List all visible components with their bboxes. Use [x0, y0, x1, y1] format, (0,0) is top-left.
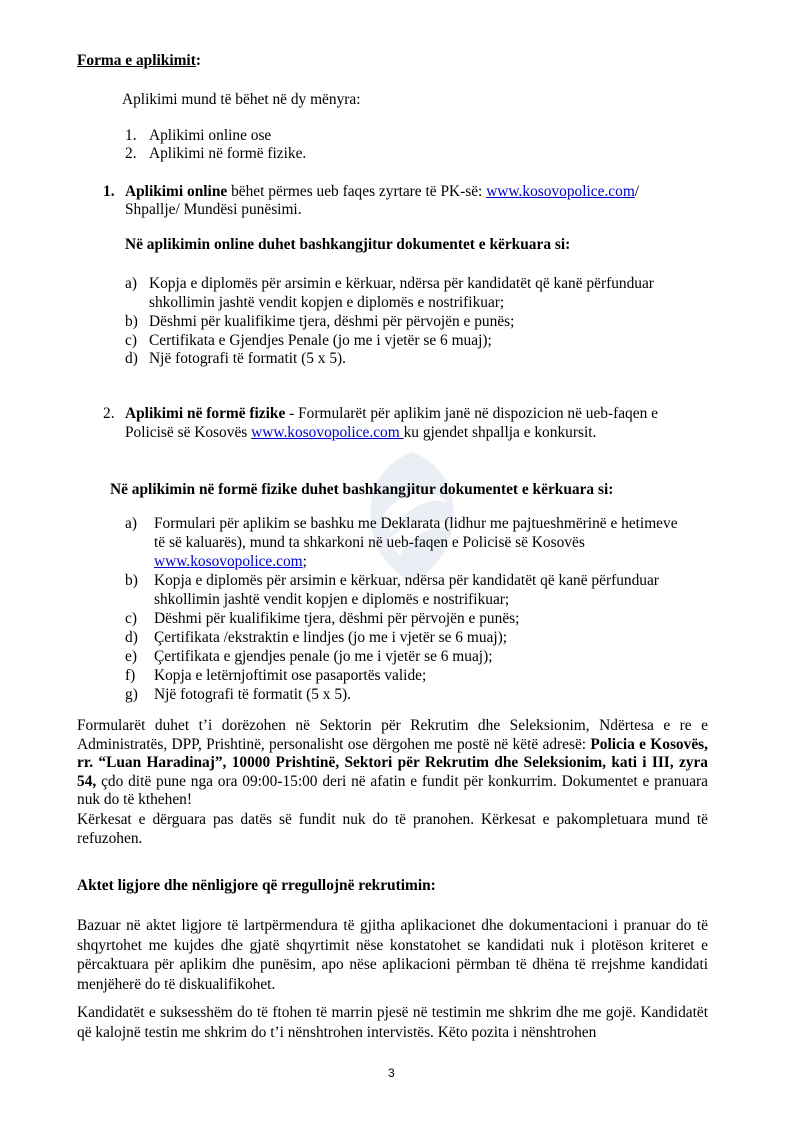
physical-doc-item	[125, 572, 659, 591]
submission-text-end: çdo ditë pune nga ora 09:00-15:00 deri në afatin e fundit për konkurrim. Dokumentet e pranuara nuk do të kthehen!	[77, 772, 708, 808]
online-doc-item-cont: shkollimin jashtë vendit kopjen e diplomës e nostrifikuar;	[149, 294, 505, 311]
item-letter: b)	[125, 572, 138, 589]
list-text: Aplikimi në formë fizike.	[149, 145, 307, 162]
item-text: Një fotografi të formatit (5 x 5).	[154, 686, 352, 703]
physical-doc-item	[125, 686, 352, 705]
item-letter: a)	[125, 515, 137, 532]
item-letter: b)	[125, 313, 138, 330]
legal-paragraph: Bazuar në aktet ligjore të lartpërmendura të gjitha aplikacionet dhe dokumentacioni i pranuar do të shqyrtohet me kujdes dhe gjatë shqyrtimit nëse konstatohet se kandidati nuk i plotëson kriteret e përcaktuara për aplikim dhe punësim, apo nëse aplikacioni përmban të dhëna të rrejshme kandidati menjëherë do të diskualifikohet.	[77, 917, 708, 994]
physical-doc-item	[125, 667, 427, 686]
online-number: 1.	[103, 183, 115, 200]
item-text: Kopja e diplomës për arsimin e kërkuar, ndërsa për kandidatët që kanë përfunduar	[154, 572, 659, 589]
online-text-end: /	[634, 183, 640, 200]
item-text: Çertifikata /ekstraktin e lindjes (jo me i vjetër se 6 muaj);	[154, 629, 508, 646]
kosovopolice-link[interactable]: www.kosovopolice.com	[486, 183, 635, 200]
physical-text: Policisë së Kosovës	[125, 424, 252, 441]
item-text: Certifikata e Gjendjes Penale (jo me i vjetër se 6 muaj);	[149, 332, 492, 349]
item-text: Çertifikata e gjendjes penale (jo me i vjetër se 6 muaj);	[154, 648, 493, 665]
physical-paragraph	[125, 405, 658, 424]
item-text: Dëshmi për kualifikime tjera, dëshmi për përvojën e punës;	[154, 610, 520, 627]
online-doc-item	[125, 350, 347, 369]
section-heading-title: Forma e aplikimit	[77, 52, 196, 69]
online-text: bëhet përmes ueb faqes zyrtare të PK-së:	[227, 183, 487, 200]
intro-text: Aplikimi mund të bëhet në dy mënyra:	[122, 91, 361, 108]
submission-text: Formularët duhet t’i dorëzohen në Sektorin për Rekrutim dhe Seleksionim, Ndërtesa e re e Administratës, DPP, Prishtinë, personalisht ose dërgohen me postë në këtë adresë:	[77, 717, 708, 753]
kosovopolice-link[interactable]: www.kosovopolice.com	[154, 553, 303, 570]
section-heading-colon: :	[195, 52, 201, 69]
physical-text-end: ku gjendet shpallja e konkursit.	[403, 424, 597, 441]
item-text: Një fotografi të formatit (5 x 5).	[149, 350, 347, 367]
item-letter: c)	[125, 610, 137, 627]
online-title: Aplikimi online	[125, 183, 228, 200]
online-docs-heading: Në aplikimin online duhet bashkangjitur dokumentet e kërkuara si:	[125, 236, 571, 253]
physical-doc-item	[125, 629, 508, 648]
submission-address: Policia e Kosovës, rr. “Luan Haradinaj”, 10000 Prishtinë, Sektori për Rekrutim dhe Seleksionim, kati i III, zyra 54,	[77, 735, 708, 790]
page-number: 3	[388, 1066, 395, 1080]
physical-doc-item-cont: të së kaluarës), mund ta shkarkoni në ueb-faqen e Policisë së Kosovës	[154, 534, 585, 551]
item-letter: d)	[125, 629, 138, 646]
online-paragraph-line2: Shpallje/ Mundësi punësimi.	[125, 201, 302, 218]
legal-paragraph-2: Kandidatët e suksesshëm do të ftohen të marrin pjesë në testimin me shkrim dhe me gojë. Kandidatët që kalojnë testin me shkrim do t’i nënshtrohen intervistës. Këto pozita i nënshtrohen	[77, 1004, 708, 1041]
item-letter: a)	[125, 275, 137, 292]
submission-note: Kërkesat e dërguara pas datës së fundit nuk do të pranohen. Kërkesat e pakompletuara mund të refuzohen.	[77, 811, 708, 847]
physical-number: 2.	[103, 405, 115, 422]
methods-list-item	[125, 145, 307, 164]
list-number: 2.	[125, 145, 137, 162]
item-letter: c)	[125, 332, 137, 349]
item-text: Formulari për aplikim se bashku me Deklarata (lidhur me pajtueshmërinë e hetimeve	[154, 515, 678, 532]
item-letter: g)	[125, 686, 138, 703]
list-text: Aplikimi online ose	[149, 127, 272, 144]
physical-doc-item-cont: shkollimin jashtë vendit kopjen e diplomës e nostrifikuar;	[154, 591, 510, 608]
section-heading	[77, 52, 201, 71]
item-text: Dëshmi për kualifikime tjera, dëshmi për përvojën e punës;	[149, 313, 515, 330]
physical-doc-item	[125, 648, 493, 667]
physical-paragraph-line2	[125, 424, 596, 443]
physical-text: - Formularët për aplikim janë në dispozicion në ueb-faqen e	[285, 405, 658, 422]
item-letter: f)	[125, 667, 136, 684]
physical-doc-item	[125, 515, 678, 534]
physical-doc-item	[125, 610, 520, 629]
item-text: Kopja e diplomës për arsimin e kërkuar, ndërsa për kandidatët që kanë përfunduar	[149, 275, 654, 292]
online-paragraph	[125, 183, 639, 202]
physical-docs-heading: Në aplikimin në formë fizike duhet bashkangjitur dokumentet e kërkuara si:	[110, 481, 614, 498]
list-number: 1.	[125, 127, 137, 144]
item-text-end: ;	[302, 553, 307, 570]
physical-title: Aplikimi në formë fizike	[125, 405, 286, 422]
legal-heading: Aktet ligjore dhe nënligjore që rregullojnë rekrutimin:	[77, 877, 436, 894]
submission-paragraph	[77, 717, 708, 810]
kosovopolice-link[interactable]: www.kosovopolice.com	[251, 424, 404, 441]
item-letter: d)	[125, 350, 138, 367]
online-doc-item	[125, 313, 515, 332]
online-doc-item	[125, 275, 654, 294]
methods-list-item	[125, 127, 272, 146]
item-letter: e)	[125, 648, 137, 665]
item-text: Kopja e letërnjoftimit ose pasaportës valide;	[154, 667, 427, 684]
physical-doc-item-link-line	[154, 553, 307, 572]
online-doc-item	[125, 332, 492, 351]
